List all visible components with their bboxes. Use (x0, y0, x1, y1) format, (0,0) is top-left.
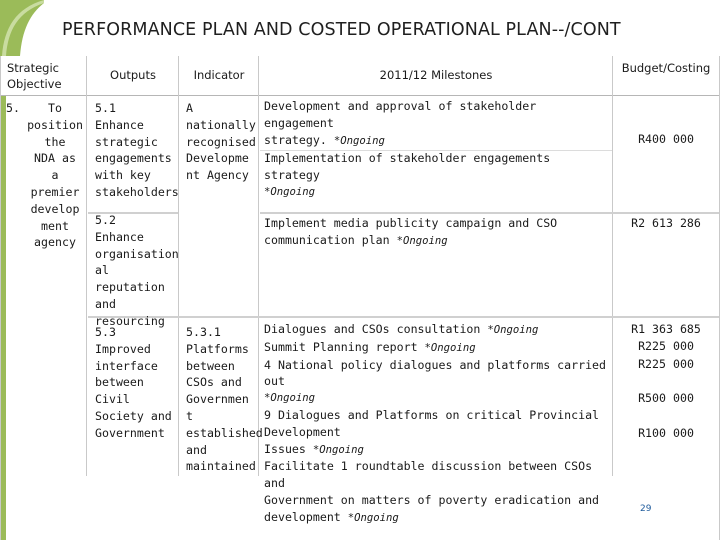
milestone-text: Implement media publicity campaign and CSO (264, 216, 558, 230)
milestone-text: Issues (264, 441, 306, 456)
objective-line: agency (34, 235, 76, 250)
output-line: and (95, 296, 116, 311)
indicator-line: between (186, 358, 235, 373)
budget-5-3-a: R1 363 685 (631, 322, 701, 336)
budget-5-3-b: R225 000 (638, 339, 694, 353)
milestone-text: Implementation of stakeholder engagements strategy (264, 151, 551, 182)
page-number: 29 (640, 504, 652, 514)
indicator-line: established (186, 425, 263, 440)
indicator-line: Platforms (186, 341, 249, 356)
milestone-status: *Ongoing (312, 443, 364, 456)
output-line: engagements (95, 151, 172, 166)
header-budget: Budget/Costing (621, 61, 711, 75)
slide-title: PERFORMANCE PLAN AND COSTED OPERATIONAL PLAN--/CONT (62, 20, 621, 40)
output-line: Enhance (95, 229, 144, 244)
objective-line: To (48, 101, 62, 115)
table-left-border (0, 56, 1, 540)
milestone-status: *Ongoing (264, 392, 316, 405)
row-divider-5-2 (88, 316, 719, 318)
milestone-text: Facilitate 1 roundtable discussion between CSOs and (264, 459, 593, 491)
indicator-line: CSOs and (186, 375, 242, 390)
indicator-5-1 (186, 100, 260, 184)
output-line: with key (95, 168, 151, 183)
header-swoosh-decoration (0, 0, 44, 56)
milestone-status: *Ongoing (396, 234, 448, 247)
milestone-text: communication plan (264, 232, 390, 247)
milestone-status: *Ongoing (333, 134, 385, 147)
milestone-5-1-a (264, 98, 610, 149)
output-5-2 (95, 212, 179, 330)
objective-line: premier (30, 184, 80, 199)
budget-5-3-c: R225 000 (638, 357, 694, 371)
col-divider-objective (86, 56, 87, 476)
milestone-text: Dialogues and CSOs consultation (264, 322, 481, 336)
milestone-text: Government on matters of poverty eradication and (264, 492, 600, 507)
budget-5-3-e: R100 000 (638, 426, 694, 440)
milestone-5-3-d (264, 407, 614, 441)
output-line: strategic (95, 134, 158, 149)
milestone-status: *Ongoing (487, 324, 539, 336)
header-indicator: Indicator (193, 68, 245, 82)
output-line: resourcing (95, 313, 165, 328)
output-line: Enhance (95, 117, 144, 132)
output-line: Government (95, 425, 165, 440)
milestones-5-3 (264, 321, 614, 527)
milestone-status: *Ongoing (424, 341, 476, 354)
output-line: Society and (95, 408, 172, 423)
milestone-5-2 (264, 215, 610, 250)
output-line: al reputation (95, 263, 165, 295)
output-5-1 (95, 100, 179, 201)
milestone-text: Summit Planning report (264, 339, 418, 354)
indicator-line: Developme (186, 151, 249, 166)
milestone-5-3-b (264, 339, 614, 357)
objective-line: ment (41, 218, 69, 233)
output-line: 5.2 (95, 213, 116, 227)
header-outputs: Outputs (110, 68, 156, 82)
objective-line: a (51, 168, 59, 183)
budget-5-1: R400 000 (638, 132, 694, 146)
milestone-5-3-c (264, 357, 614, 391)
budget-5-2: R2 613 286 (631, 216, 701, 230)
milestone-5-3-e (264, 458, 614, 492)
milestone-5-3-a (264, 321, 614, 339)
header-milestones: 2011/12 Milestones (379, 68, 493, 82)
output-line: 5.1 (95, 101, 116, 115)
objective-line: position (27, 117, 83, 132)
objective-line: the (44, 134, 66, 149)
output-line: interface (95, 358, 158, 373)
milestone-status: *Ongoing (264, 185, 316, 198)
output-line: stakeholders (95, 184, 179, 199)
indicator-line: nt Agency (186, 168, 249, 183)
milestone-status: *Ongoing (347, 511, 399, 524)
indicator-line: recognised (186, 134, 256, 149)
objective-text (24, 100, 86, 251)
output-line: 5.3 (95, 325, 116, 339)
objective-line: develop (30, 201, 80, 216)
output-line: Improved (95, 341, 151, 356)
budget-5-3-d: R500 000 (638, 391, 694, 405)
milestone-text: Development and approval of stakeholder engagement (264, 99, 537, 130)
objective-line: NDA as (34, 151, 76, 166)
indicator-line: A nationally (186, 101, 256, 132)
milestone-text: development (264, 509, 341, 524)
milestone-5-1-b (264, 150, 610, 200)
row-divider-5-1-mil (260, 212, 719, 214)
indicator-line: 5.3.1 (186, 325, 221, 339)
indicator-line: and (186, 442, 207, 457)
output-5-3 (95, 324, 179, 442)
indicator-5-3 (186, 324, 263, 475)
milestone-text: strategy. (264, 132, 327, 147)
milestone-text: 9 Dialogues and Platforms on critical Provincial Development (264, 407, 600, 439)
output-line: organisation (95, 246, 179, 261)
milestone-text: 4 National policy dialogues and platforms carried out (264, 357, 607, 389)
output-line: between Civil (95, 375, 144, 407)
indicator-line: Governmen (186, 392, 249, 407)
indicator-line: maintained (186, 459, 256, 474)
objective-number: 5. (6, 101, 20, 115)
header-strategic-objective: Strategic Objective (7, 61, 62, 91)
indicator-line: t (186, 408, 193, 423)
